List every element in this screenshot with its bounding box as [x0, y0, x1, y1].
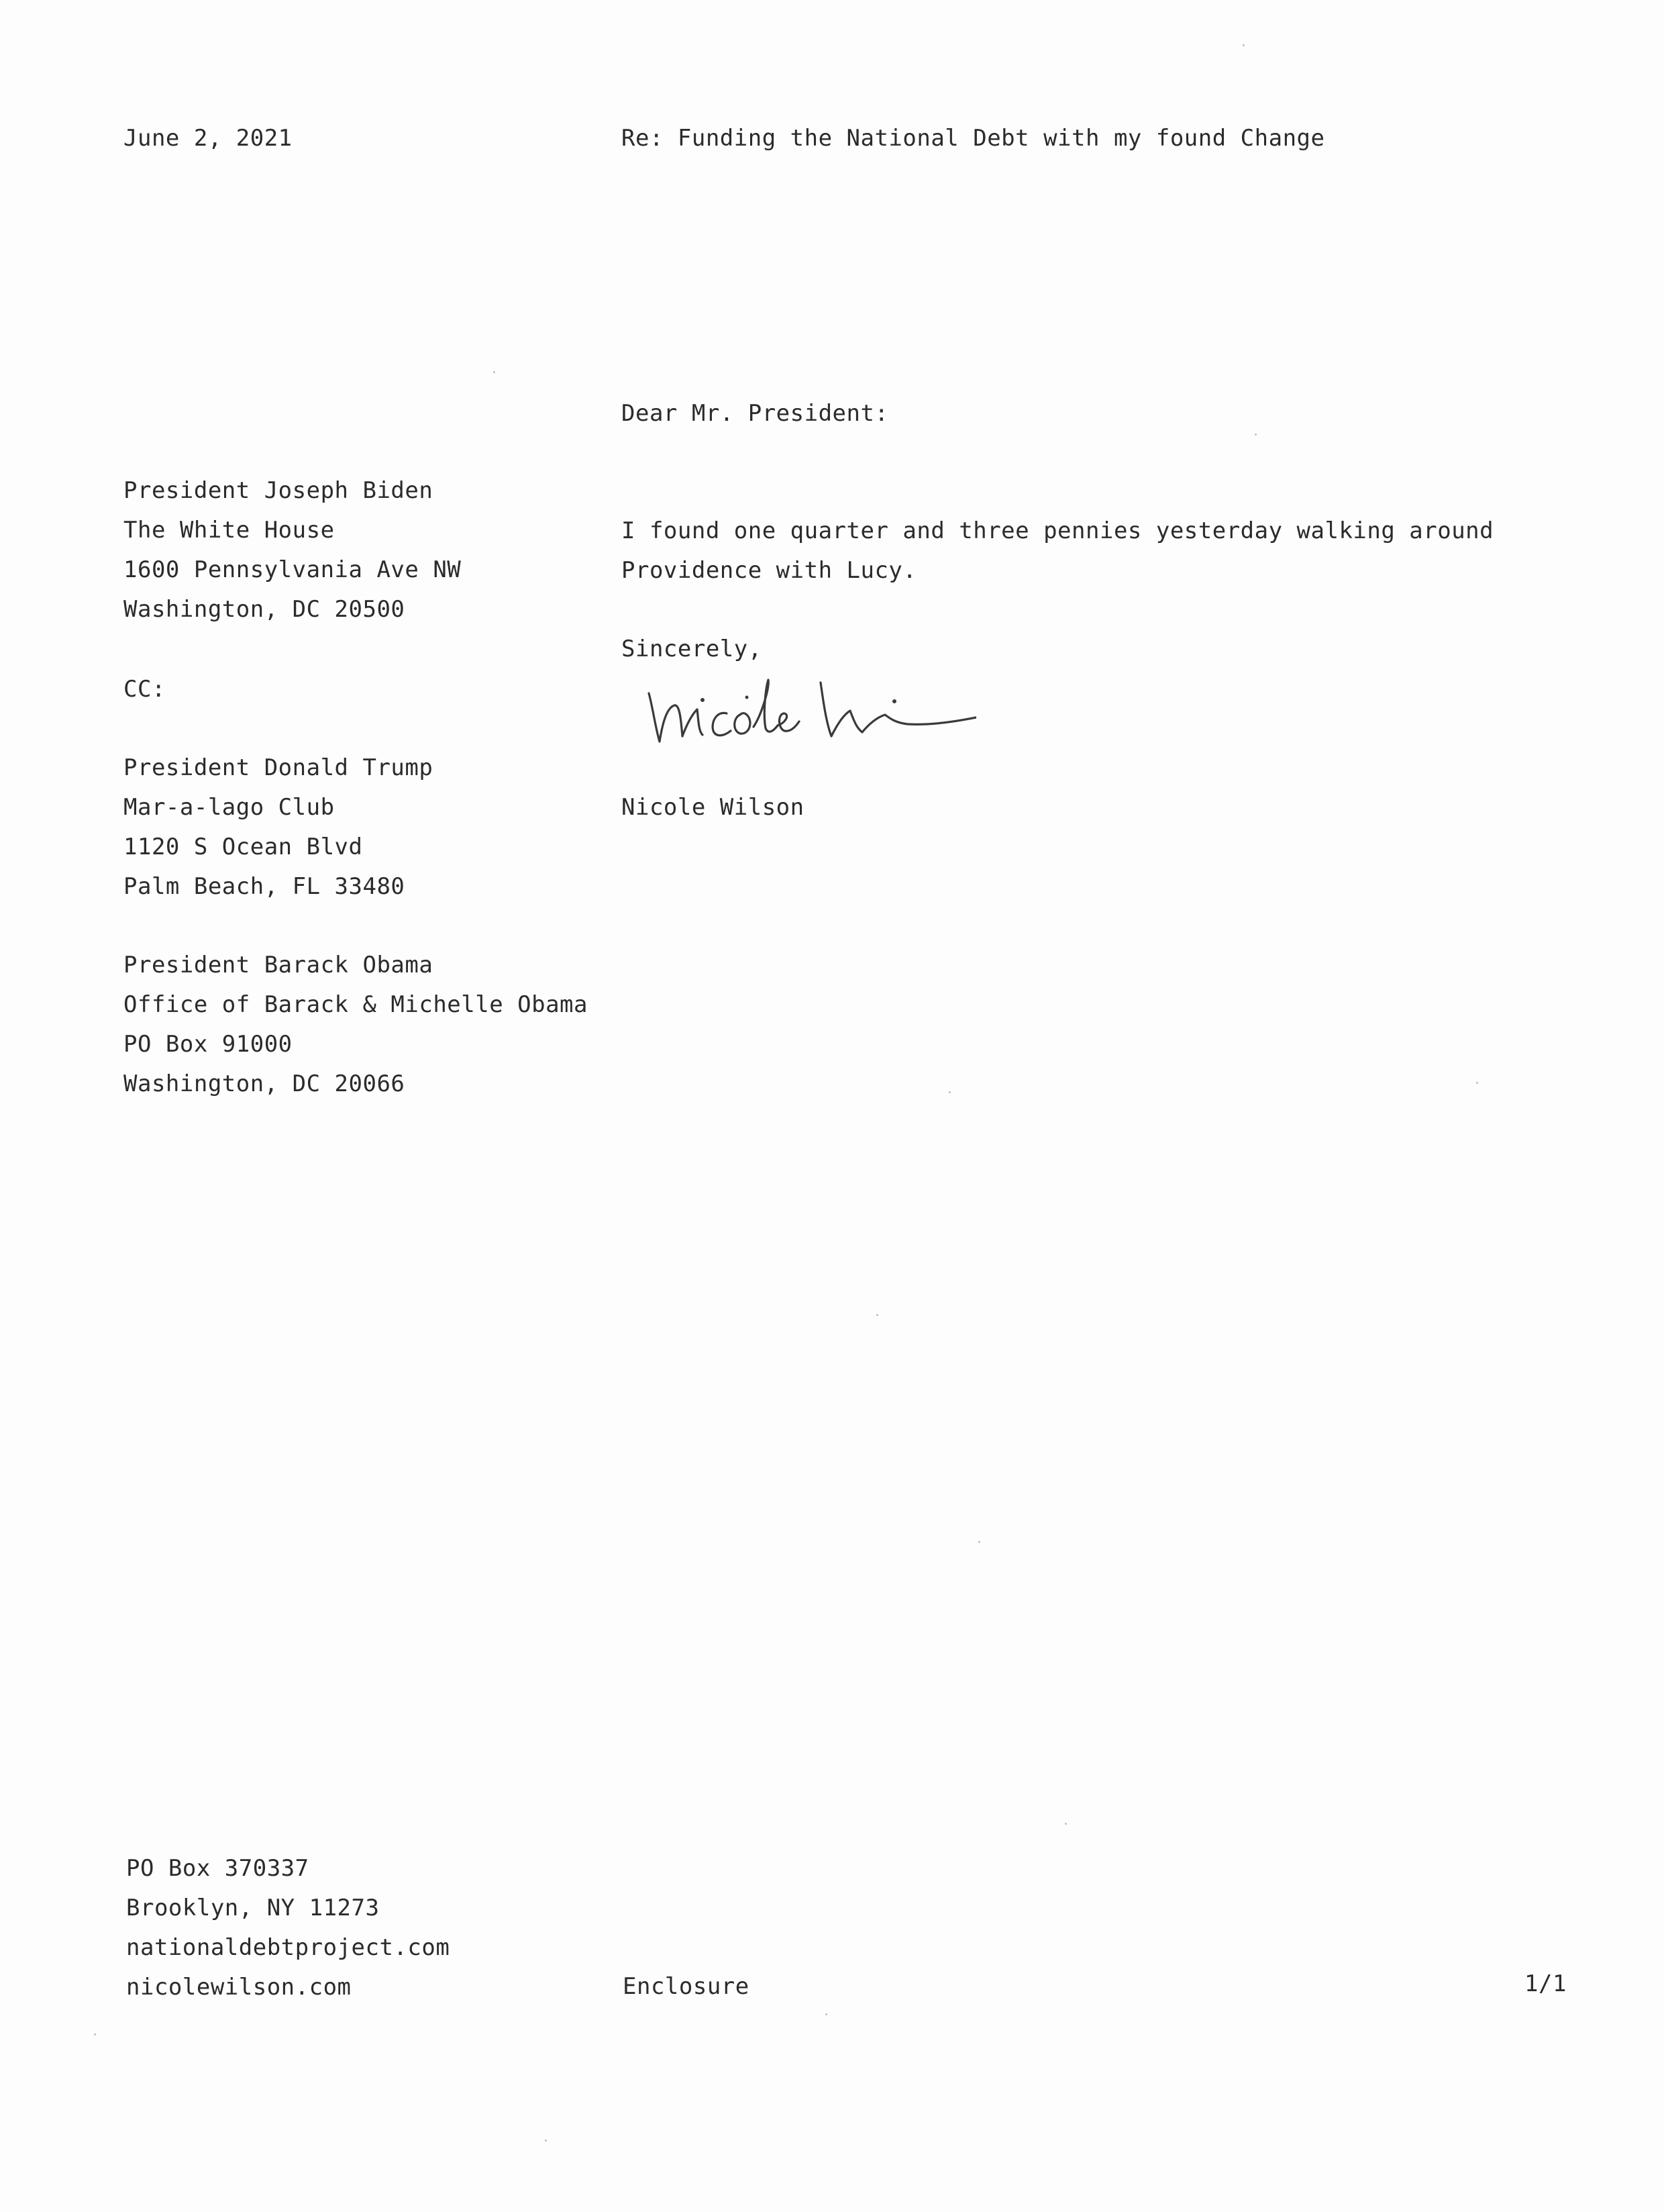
cc-line: PO Box 91000 — [123, 1031, 293, 1058]
scan-speck — [493, 371, 495, 373]
recipient-name: President Joseph Biden — [123, 477, 433, 504]
recipient-line: The White House — [123, 517, 335, 544]
sender-line: PO Box 370337 — [126, 1855, 309, 1882]
scan-speck — [545, 2140, 547, 2142]
enclosure-note: Enclosure — [623, 1973, 749, 2000]
sender-url: nationaldebtproject.com — [126, 1934, 450, 1961]
scan-speck — [978, 1541, 980, 1543]
scan-speck — [1476, 1082, 1478, 1084]
cc-line: Palm Beach, FL 33480 — [123, 873, 405, 900]
closing: Sincerely, — [621, 636, 762, 662]
sender-address — [126, 1849, 450, 2007]
salutation: Dear Mr. President: — [621, 400, 889, 427]
body-line: Providence with Lucy. — [621, 557, 917, 584]
scan-speck — [94, 2033, 96, 2035]
cc-line: Office of Barack & Michelle Obama — [123, 991, 588, 1018]
signer-name: Nicole Wilson — [621, 794, 804, 821]
page-number: 1/1 — [1524, 1970, 1567, 1997]
letter-date: June 2, 2021 — [123, 125, 293, 152]
cc-address-obama — [123, 946, 588, 1104]
scan-speck — [825, 2013, 827, 2015]
cc-name: President Barack Obama — [123, 952, 433, 978]
recipient-line: Washington, DC 20500 — [123, 596, 405, 623]
cc-line: 1120 S Ocean Blvd — [123, 834, 363, 860]
cc-label: CC: — [123, 676, 166, 703]
handwritten-signature — [641, 661, 976, 762]
scan-speck — [1065, 1823, 1067, 1825]
cc-name: President Donald Trump — [123, 754, 433, 781]
sender-line: Brooklyn, NY 11273 — [126, 1895, 380, 1921]
scan-speck — [876, 1314, 878, 1316]
scan-speck — [949, 1091, 951, 1093]
cc-line: Washington, DC 20066 — [123, 1070, 405, 1097]
letter-body — [621, 511, 1494, 591]
scan-speck — [1255, 434, 1257, 436]
cc-address-trump — [123, 748, 433, 907]
letter-subject: Re: Funding the National Debt with my found Change — [621, 125, 1325, 152]
scan-speck — [1243, 44, 1245, 46]
body-line: I found one quarter and three pennies yesterday walking around — [621, 517, 1494, 544]
sender-url: nicolewilson.com — [126, 1974, 352, 2001]
cc-line: Mar-a-lago Club — [123, 794, 335, 821]
recipient-address — [123, 471, 461, 630]
recipient-line: 1600 Pennsylvania Ave NW — [123, 556, 462, 583]
